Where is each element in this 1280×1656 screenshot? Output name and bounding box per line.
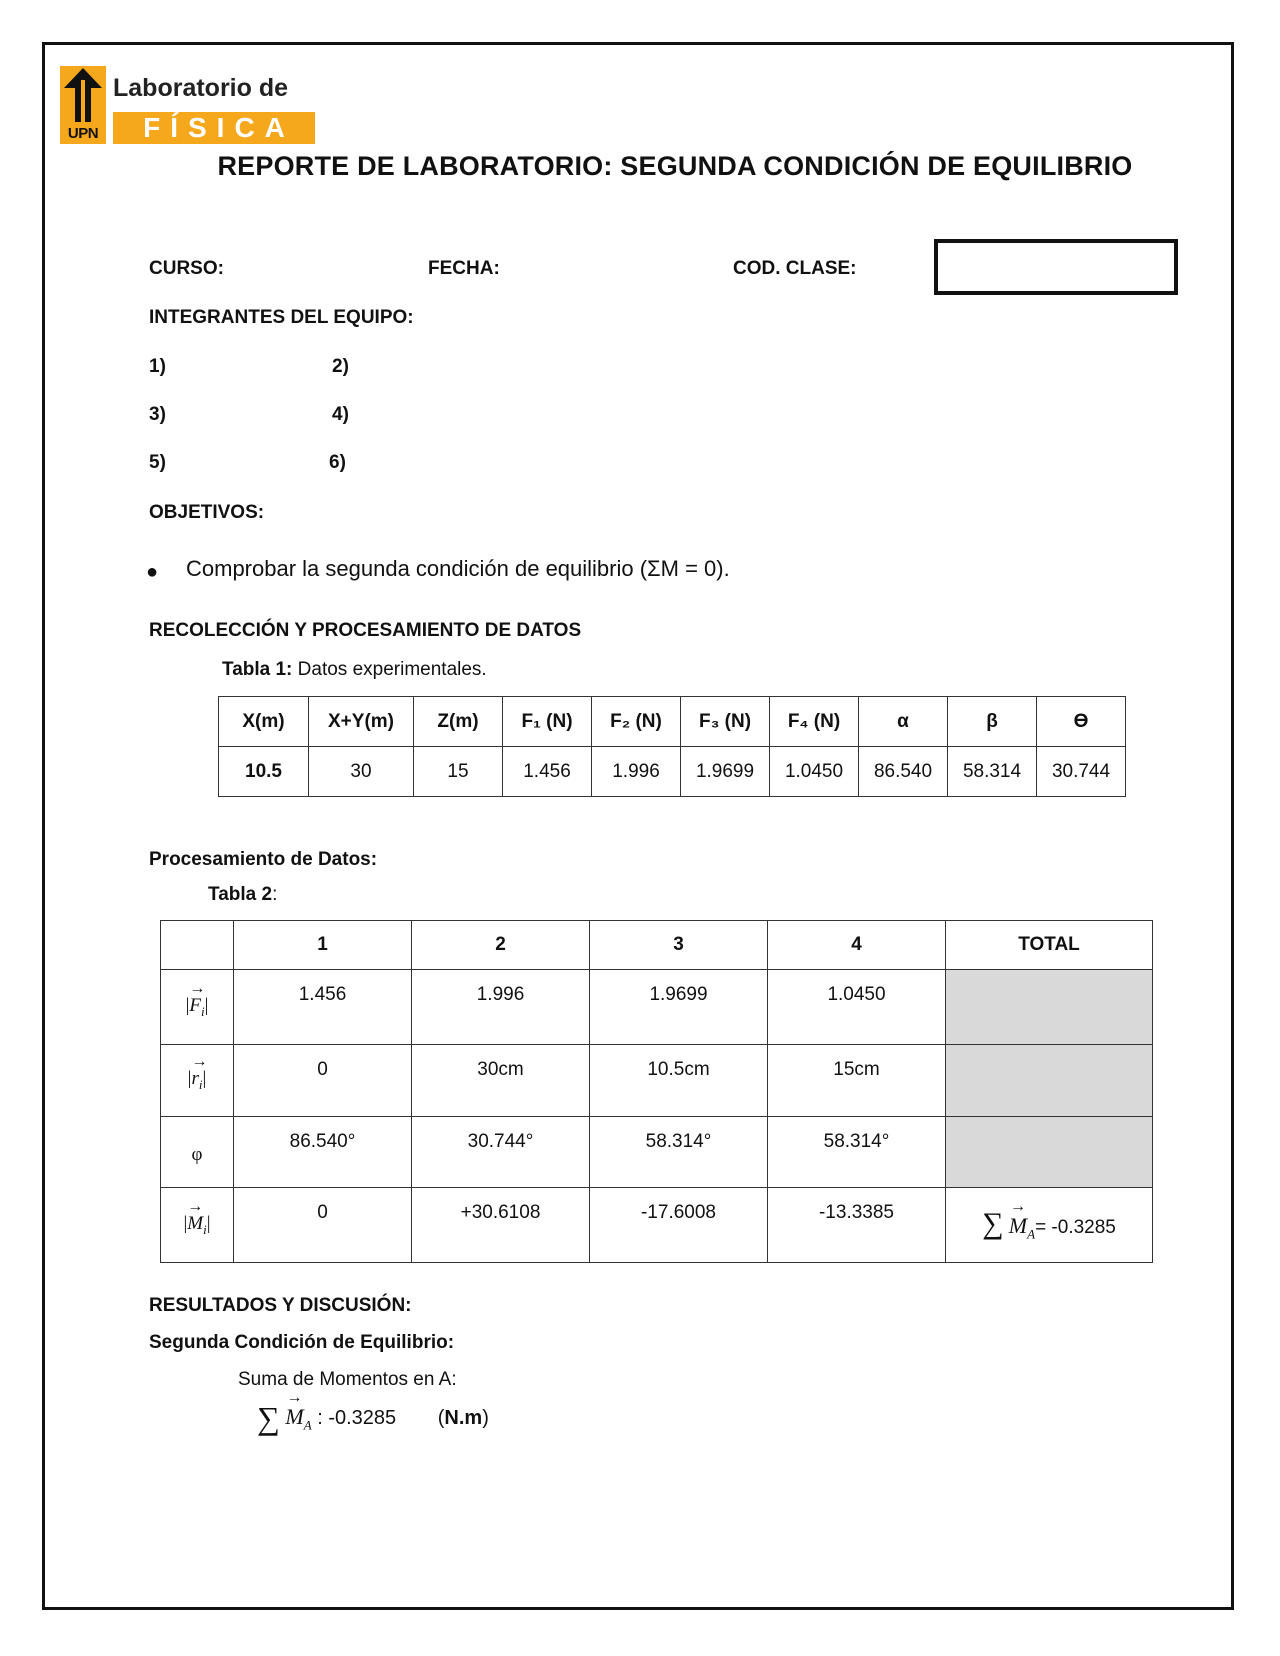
integrante-5: 5) [149, 452, 166, 473]
table2-caption [208, 884, 277, 906]
suma-momentos-result: ∑ → $M_A$ : -0.3285 (N.m) [257, 1400, 489, 1437]
td-m-2: +30.6108 [412, 1188, 590, 1263]
th-alpha: α [859, 697, 948, 747]
td-f4: 1.0450 [770, 747, 859, 797]
segunda-condicion-heading: Segunda Condición de Equilibrio: [149, 1332, 455, 1353]
td-x: 10.5 [219, 747, 309, 797]
integrante-2: 2) [332, 356, 349, 377]
td-r-3: 10.5cm [590, 1045, 768, 1117]
curso-label: CURSO: [149, 258, 224, 279]
table-row-position [161, 1045, 1153, 1117]
table1-caption [222, 659, 487, 681]
sum-icon: ∑ [257, 1400, 280, 1436]
fecha-label: FECHA: [428, 258, 500, 279]
th-z: Z(m) [414, 697, 503, 747]
lab-logo [60, 66, 316, 144]
td-r-total [946, 1045, 1153, 1117]
td-z: 15 [414, 747, 503, 797]
logo-lab-text: Laboratorio de [113, 74, 289, 102]
procesamiento-heading: Procesamiento de Datos: [149, 849, 378, 870]
td-r-2: 30cm [412, 1045, 590, 1117]
table-header-row [219, 697, 1126, 747]
suma-momentos-label: Suma de Momentos en A: [238, 1369, 457, 1390]
cod-clase-box[interactable] [934, 239, 1178, 295]
objetivos-label: OBJETIVOS: [149, 502, 265, 523]
phi-symbol: φ [161, 1117, 234, 1188]
logo-fisica-bar [113, 112, 315, 144]
unit-close: ) [482, 1407, 489, 1429]
th-4: 4 [768, 921, 946, 970]
th-theta: ϴ [1037, 697, 1126, 747]
td-phi-total [946, 1117, 1153, 1188]
td-theta: 30.744 [1037, 747, 1126, 797]
th-1: 1 [234, 921, 412, 970]
table-row-moment [161, 1188, 1153, 1263]
table1-caption-label: Tabla 1: [222, 659, 293, 680]
td-phi-1: 86.540° [234, 1117, 412, 1188]
integrante-3: 3) [149, 404, 166, 425]
objetivo-item: Comprobar la segunda condición de equilibrio (ΣM = 0). [186, 556, 730, 581]
td-r-4: 15cm [768, 1045, 946, 1117]
unit-open: ( [437, 1407, 445, 1429]
force-symbol: |→ $F_i|$ [161, 970, 234, 1045]
th-beta: β [948, 697, 1037, 747]
integrante-4: 4) [332, 404, 349, 425]
table-row-force [161, 970, 1153, 1045]
td-f1: 1.456 [503, 747, 592, 797]
suma-momentos-value: : -0.3285 [317, 1407, 397, 1429]
integrante-6: 6) [329, 452, 346, 473]
td-m-1: 0 [234, 1188, 412, 1263]
td-r-1: 0 [234, 1045, 412, 1117]
recoleccion-heading: RECOLECCIÓN Y PROCESAMIENTO DE DATOS [149, 620, 582, 641]
th-total: TOTAL [946, 921, 1153, 970]
logo-fisica-text: FÍSICA [143, 112, 295, 143]
table2-caption-label: Tabla 2 [208, 884, 273, 905]
moment-symbol: |→ $M_i|$ [161, 1188, 234, 1263]
th-x: X(m) [219, 697, 309, 747]
td-f-total [946, 970, 1153, 1045]
td-xy: 30 [309, 747, 414, 797]
th-f3: F₃ (N) [681, 697, 770, 747]
position-symbol: |→ $r_i|$ [161, 1045, 234, 1117]
td-m-total: ∑ → $M_A= -0.3285$ [946, 1188, 1153, 1263]
th-xy: X+Y(m) [309, 697, 414, 747]
integrante-1: 1) [149, 356, 166, 377]
table-datos-experimentales [218, 696, 1126, 797]
logo-upn-text: UPN [67, 125, 99, 142]
table-procesamiento [160, 920, 1153, 1263]
page-title: REPORTE DE LABORATORIO: SEGUNDA CONDICIÓN DE EQUILIBRIO [217, 151, 1133, 181]
th-2: 2 [412, 921, 590, 970]
integrantes-label: INTEGRANTES DEL EQUIPO: [149, 307, 414, 328]
sum-icon: ∑ [982, 1207, 1004, 1241]
td-alpha: 86.540 [859, 747, 948, 797]
td-phi-3: 58.314° [590, 1117, 768, 1188]
upn-arrow-logo [60, 66, 106, 144]
td-m-4: -13.3385 [768, 1188, 946, 1263]
th-f1: F₁ (N) [503, 697, 592, 747]
td-f2: 1.996 [592, 747, 681, 797]
td-f-3: 1.9699 [590, 970, 768, 1045]
th-f2: F₂ (N) [592, 697, 681, 747]
td-phi-2: 30.744° [412, 1117, 590, 1188]
table2-caption-text: : [272, 884, 278, 905]
table1-caption-text: Datos experimentales. [292, 659, 487, 680]
resultados-heading: RESULTADOS Y DISCUSIÓN: [149, 1295, 412, 1316]
th-f4: F₄ (N) [770, 697, 859, 747]
td-beta: 58.314 [948, 747, 1037, 797]
table-row-angle [161, 1117, 1153, 1188]
moment-total-value: = -0.3285 [1035, 1217, 1116, 1239]
table-row [219, 747, 1126, 797]
td-f3: 1.9699 [681, 747, 770, 797]
th-empty [161, 921, 234, 970]
td-phi-4: 58.314° [768, 1117, 946, 1188]
table-header-row [161, 921, 1153, 970]
td-m-3: -17.6008 [590, 1188, 768, 1263]
cod-clase-label: COD. CLASE: [733, 258, 857, 279]
bullet-icon: ● [146, 561, 159, 583]
unit-label: N.m [444, 1407, 483, 1429]
td-f-4: 1.0450 [768, 970, 946, 1045]
th-3: 3 [590, 921, 768, 970]
td-f-2: 1.996 [412, 970, 590, 1045]
td-f-1: 1.456 [234, 970, 412, 1045]
